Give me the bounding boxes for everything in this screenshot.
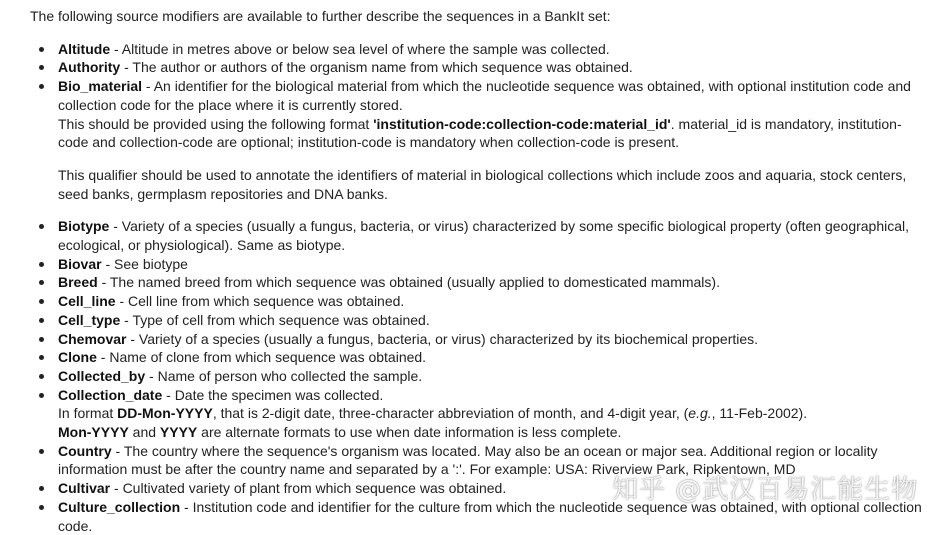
modifier-term: Cultivar [58, 480, 111, 497]
intro-text: The following source modifiers are available to further describe the sequences in a BankIt set: [30, 8, 611, 24]
modifier-list [30, 40, 930, 535]
modifier-term: Cell_type [58, 311, 121, 328]
format-string: 'institution-code:collection-code:material_id' [373, 115, 671, 132]
date-format-conjunction: and [128, 424, 160, 441]
modifier-chemovar [30, 330, 930, 349]
modifier-term: Breed [58, 274, 98, 291]
format-intro: This should be provided using the following format [58, 115, 374, 132]
modifier-term: Chemovar [58, 330, 127, 347]
modifier-description: - Date the specimen was collected. [162, 386, 384, 403]
modifier-description: - The author or authors of the organism name from which sequence was obtained. [120, 59, 633, 76]
modifier-biotype [30, 217, 930, 254]
modifier-description: - Name of person who collected the sample. [145, 367, 423, 384]
modifier-description: - Variety of a species (usually a fungus, bacteria, or virus) characterized by some specific biological property (often geographical, ecological, or physiological). Same as biotype. [58, 218, 910, 254]
modifier-description: - An identifier for the biological material from which the nucleotide sequence was obtained, with optional institution code and collection code for the place where it is currently stored. [58, 78, 911, 113]
modifier-description: - Cell line from which sequence was obtained. [115, 293, 405, 310]
modifier-breed [30, 273, 930, 292]
modifier-term: Country [58, 442, 112, 459]
modifier-description: - The named breed from which sequence was obtained (usually applied to domesticated mammals). [97, 274, 720, 291]
date-format-explanation: , that is 2-digit date, three-character abbreviation of month, and 4-digit year, ( [212, 405, 689, 422]
modifier-term: Biovar [58, 255, 102, 272]
zhihu-watermark: 知乎 @武汉百易汇能生物 [612, 475, 919, 505]
source-modifiers-document [30, 7, 930, 535]
modifier-term: Authority [58, 59, 121, 76]
modifier-term: Altitude [58, 40, 111, 57]
modifier-term: Biotype [58, 218, 110, 235]
modifier-collection-date [30, 386, 930, 442]
date-format-alt-2: YYYY [159, 424, 198, 441]
modifier-cell-line [30, 292, 930, 311]
modifier-bio-material [30, 77, 930, 203]
modifier-term: Culture_collection [58, 498, 181, 515]
modifier-term: Collected_by [58, 367, 146, 384]
modifier-description: - Name of clone from which sequence was obtained. [96, 349, 427, 366]
modifier-collected-by [30, 367, 930, 386]
modifier-authority [30, 58, 930, 77]
date-format-primary: DD-Mon-YYYY [117, 405, 213, 422]
modifier-description: - Cultivated variety of plant from which sequence was obtained. [110, 480, 507, 497]
date-format-alt-1: Mon-YYYY [58, 424, 129, 441]
date-format-example: , 11-Feb-2002). [711, 405, 808, 422]
modifier-cell-type [30, 311, 930, 330]
modifier-description: - Variety of a species (usually a fungus, bacteria, or virus) characterized by its biochemical properties. [126, 330, 759, 347]
modifier-term: Cell_line [58, 293, 116, 310]
example-abbrev: e.g. [688, 405, 712, 422]
modifier-biovar [30, 255, 930, 274]
modifier-description: - See biotype [101, 255, 188, 272]
bio-material-note: This qualifier should be used to annotate the identifiers of material in biological collections which include zoos and aquaria, stock centers, seed banks, germplasm repositories and DNA banks. [58, 166, 907, 202]
modifier-description: - Type of cell from which sequence was obtained. [120, 311, 430, 328]
modifier-term: Clone [58, 349, 97, 366]
modifier-description: - Institution code and identifier for the culture from which the nucleotide sequence was obtained, with optional collection code. [58, 498, 922, 534]
date-format-intro: In format [58, 405, 118, 422]
modifier-clone [30, 348, 930, 367]
date-format-alt-explanation: are alternate formats to use when date information is less complete. [197, 424, 622, 441]
modifier-description: - Altitude in metres above or below sea level of where the sample was collected. [110, 40, 610, 57]
modifier-term: Bio_material [58, 78, 143, 95]
modifier-altitude [30, 40, 930, 59]
format-explanation: . material_id is mandatory, institution-code and collection-code are optional; institution-code is mandatory when collection-code is present. [58, 115, 902, 151]
modifier-description: - The country where the sequence's organism was located. May also be an ocean or major sea. Additional region or locality information must be after the country name and separated by a ':'. For example: USA: Riverview Park, Ripkentown, MD [58, 442, 878, 478]
modifier-term: Collection_date [58, 386, 163, 403]
